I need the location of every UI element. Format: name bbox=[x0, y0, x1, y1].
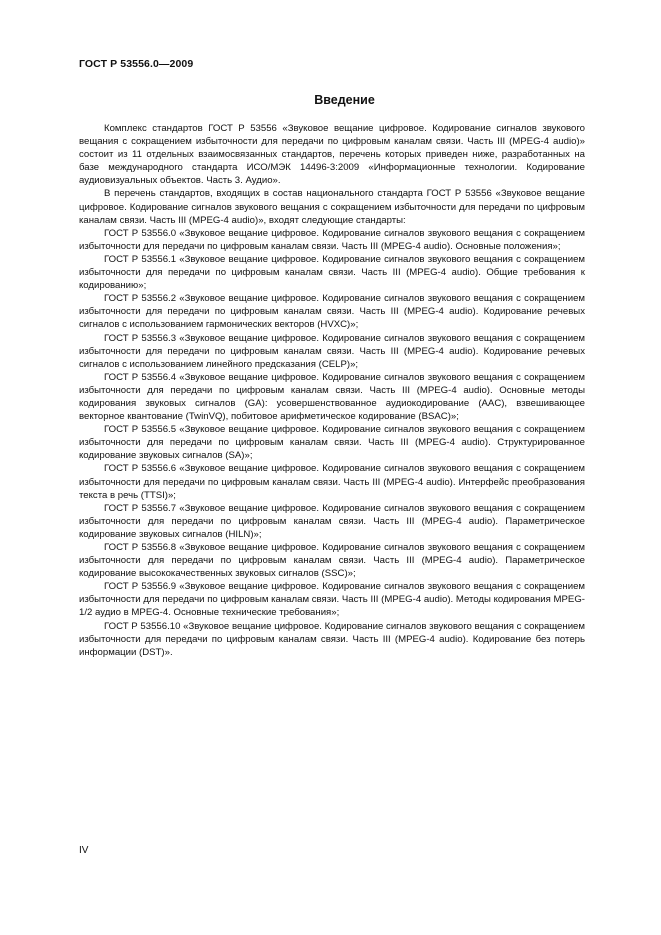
document-header: ГОСТ Р 53556.0—2009 bbox=[79, 58, 194, 70]
standard-item: ГОСТ Р 53556.8 «Звуковое вещание цифровое. Кодирование сигналов звукового вещания с сокращением избыточности для передачи по цифровым каналам связи. Часть III (MPEG-4 audio). Параметрическое кодирование высококачественных звуковых сигналов (SSC)»; bbox=[79, 542, 585, 580]
standard-item: ГОСТ Р 53556.4 «Звуковое вещание цифровое. Кодирование сигналов звукового вещания с сокращением избыточности для передачи по цифровым каналам связи. Часть III (MPEG-4 audio). Основные методы кодирования звуковых сигналов (GA): усовершенствованное аудиокодирование (AAC), взвешивающее векторное квантование (TwinVQ), побитовое арифметическое кодирование (BSAC)»; bbox=[79, 371, 585, 423]
paragraph-list-intro: В перечень стандартов, входящих в состав национального стандарта ГОСТ Р 53556 «Звуковое вещание цифровое. Кодирование сигналов звукового вещания с сокращением избыточности для передачи по цифровым каналам связи. Часть III (MPEG-4 audio)», входят следующие стандарты: bbox=[79, 188, 585, 226]
standard-item: ГОСТ Р 53556.1 «Звуковое вещание цифровое. Кодирование сигналов звукового вещания с сокращением избыточности для передачи по цифровым каналам связи. Часть III (MPEG-4 audio). Общие требования к кодированию»; bbox=[79, 253, 585, 292]
standard-item: ГОСТ Р 53556.6 «Звуковое вещание цифровое. Кодирование сигналов звукового вещания с сокращением избыточности для передачи по цифровым каналам связи. Часть III (MPEG-4 audio). Интерфейс преобразования текста в речь (TTSI)»; bbox=[79, 463, 585, 501]
standard-item: ГОСТ Р 53556.7 «Звуковое вещание цифровое. Кодирование сигналов звукового вещания с сокращением избыточности для передачи по цифровым каналам связи. Часть III (MPEG-4 audio). Параметрическое кодирование звуковых сигналов (HILN)»; bbox=[79, 502, 585, 540]
paragraph-intro: Комплекс стандартов ГОСТ Р 53556 «Звуковое вещание цифровое. Кодирование сигналов звукового вещания с сокращением избыточности для передачи по цифровым каналам связи. Часть III (MPEG-4 audio)» состоит из 11 отдельных взаимосвязанных стандартов, перечень которых приведен ниже, разработанных на базе международного стандарта ИСО/МЭК 14496-3:2009 «Информационные технологии. Кодирование аудиовизуальных объектов. Часть 3. Аудио». bbox=[79, 123, 585, 187]
standard-item: ГОСТ Р 53556.2 «Звуковое вещание цифровое. Кодирование сигналов звукового вещания с сокращением избыточности для передачи по цифровым каналам связи. Часть III (MPEG-4 audio). Кодирование речевых сигналов с использованием гармонических векторов (HVXC)»; bbox=[79, 293, 585, 331]
standard-item: ГОСТ Р 53556.0 «Звуковое вещание цифровое. Кодирование сигналов звукового вещания с сокращением избыточности для передачи по цифровым каналам связи. Часть III (MPEG-4 audio). Основные положения»; bbox=[79, 227, 585, 252]
standard-item: ГОСТ Р 53556.10 «Звуковое вещание цифровое. Кодирование сигналов звукового вещания с сокращением избыточности для передачи по цифровым каналам связи. Часть III (MPEG-4 audio). Кодирование без потерь информации (DST)». bbox=[79, 620, 585, 658]
standard-item: ГОСТ Р 53556.5 «Звуковое вещание цифровое. Кодирование сигналов звукового вещания с сокращением избыточности для передачи по цифровым каналам связи. Часть III (MPEG-4 audio). Структурированное кодирование звуковых сигналов (SA)»; bbox=[79, 424, 585, 462]
standard-item: ГОСТ Р 53556.3 «Звуковое вещание цифровое. Кодирование сигналов звукового вещания с сокращением избыточности для передачи по цифровым каналам связи. Часть III (MPEG-4 audio). Кодирование речевых сигналов с использованием линейного предсказания (CELP)»; bbox=[79, 332, 585, 370]
standard-item: ГОСТ Р 53556.9 «Звуковое вещание цифровое. Кодирование сигналов звукового вещания с сокращением избыточности для передачи по цифровым каналам связи. Часть III (MPEG-4 audio). Методы кодирования MPEG-1/2 аудио в MPEG-4. Основные технические требования»; bbox=[79, 581, 585, 619]
body-text bbox=[79, 122, 585, 659]
section-title: Введение bbox=[314, 93, 375, 107]
page-number: IV bbox=[79, 845, 89, 856]
